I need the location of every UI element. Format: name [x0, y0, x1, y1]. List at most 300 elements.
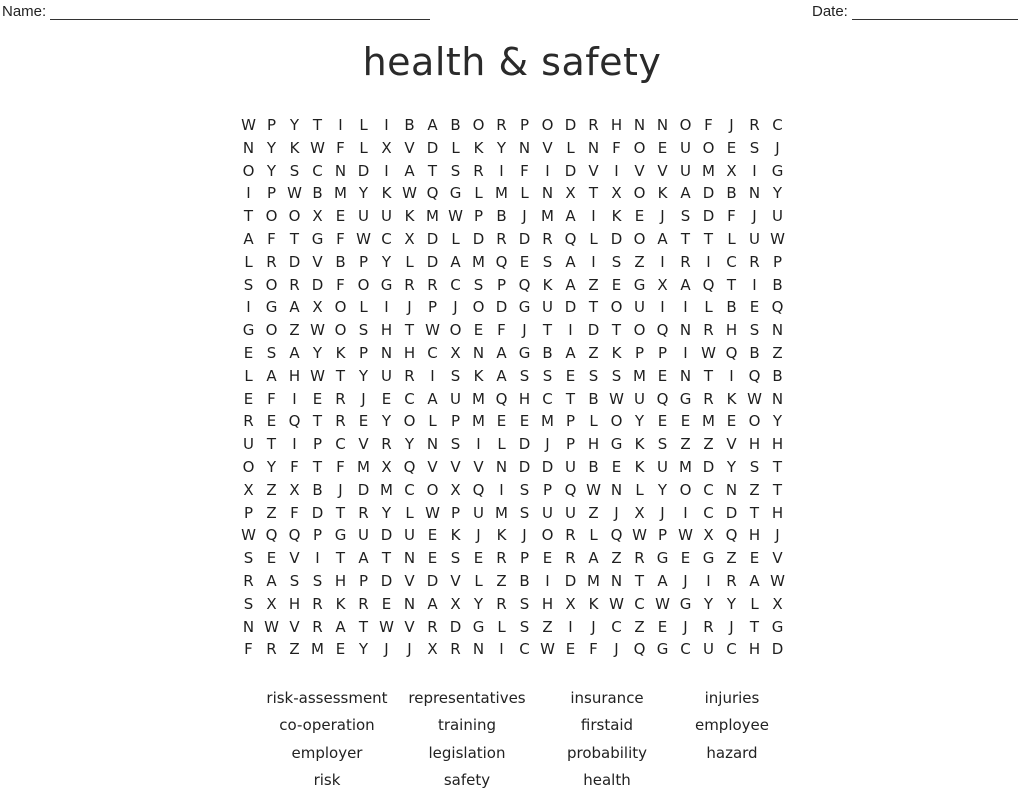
- grid-cell: C: [335, 435, 346, 454]
- grid-cell: T: [772, 457, 783, 476]
- grid-cell: R: [358, 503, 369, 522]
- grid-cell: K: [473, 138, 484, 157]
- grid-cell: A: [657, 571, 668, 590]
- grid-cell: D: [380, 571, 393, 590]
- grid-cell: K: [289, 138, 300, 157]
- grid-cell: F: [290, 503, 299, 522]
- grid-cell: K: [381, 184, 392, 203]
- grid-cell: D: [702, 207, 715, 226]
- grid-cell: D: [564, 161, 577, 180]
- grid-cell: U: [565, 503, 576, 522]
- grid-cell: E: [381, 389, 392, 408]
- grid-cell: H: [587, 435, 600, 454]
- grid-cell: E: [381, 594, 392, 613]
- grid-cell: I: [568, 321, 573, 340]
- grid-cell: B: [726, 298, 737, 317]
- grid-cell: V: [427, 457, 438, 476]
- grid-cell: P: [266, 184, 277, 203]
- grid-cell: R: [358, 594, 369, 613]
- grid-cell: S: [266, 343, 277, 362]
- grid-cell: M: [702, 412, 715, 431]
- grid-cell: Q: [495, 389, 508, 408]
- grid-cell: G: [265, 298, 278, 317]
- grid-cell: O: [242, 457, 255, 476]
- grid-cell: Q: [748, 366, 761, 385]
- grid-cell: N: [403, 594, 416, 613]
- grid-cell: H: [334, 571, 347, 590]
- grid-cell: N: [633, 116, 646, 134]
- grid-cell: G: [242, 321, 255, 340]
- grid-cell: K: [496, 526, 507, 545]
- grid-cell: V: [450, 571, 461, 590]
- grid-cell: H: [748, 640, 761, 659]
- grid-cell: E: [611, 457, 622, 476]
- grid-cell: A: [565, 207, 576, 226]
- grid-cell: U: [680, 138, 691, 157]
- grid-cell: I: [614, 161, 619, 180]
- grid-cell: S: [542, 252, 553, 271]
- grid-cell: W: [747, 389, 762, 408]
- grid-cell: G: [702, 549, 715, 568]
- grid-cell: D: [518, 457, 531, 476]
- grid-cell: C: [542, 389, 553, 408]
- grid-cell: D: [426, 571, 439, 590]
- grid-cell: O: [472, 116, 485, 134]
- grid-cell: U: [703, 640, 714, 659]
- grid-cell: C: [404, 480, 415, 499]
- grid-cell: K: [335, 343, 346, 362]
- grid-cell: K: [657, 184, 668, 203]
- grid-cell: E: [680, 549, 691, 568]
- grid-cell: J: [545, 435, 550, 454]
- grid-cell: O: [610, 412, 623, 431]
- grid-cell: I: [246, 298, 251, 317]
- grid-cell: X: [772, 594, 783, 613]
- grid-cell: M: [702, 161, 715, 180]
- grid-cell: Q: [771, 298, 784, 317]
- grid-cell: A: [680, 275, 691, 294]
- word-list-item: representatives: [408, 689, 526, 707]
- date-blank-line[interactable]: [852, 3, 1018, 20]
- grid-cell: T: [680, 229, 691, 248]
- grid-cell: P: [565, 435, 576, 454]
- grid-cell: M: [541, 412, 554, 431]
- grid-cell: F: [727, 207, 736, 226]
- grid-cell: R: [680, 252, 691, 271]
- grid-cell: A: [657, 229, 668, 248]
- grid-cell: W: [448, 207, 463, 226]
- grid-cell: E: [473, 321, 484, 340]
- grid-cell: C: [726, 252, 737, 271]
- grid-cell: I: [338, 116, 343, 134]
- grid-cell: X: [289, 480, 300, 499]
- grid-cell: A: [565, 343, 576, 362]
- grid-cell: J: [614, 503, 619, 522]
- grid-cell: P: [657, 526, 668, 545]
- grid-cell: L: [750, 594, 759, 613]
- grid-cell: C: [381, 229, 392, 248]
- grid-cell: J: [729, 617, 734, 636]
- grid-cell: E: [634, 207, 645, 226]
- grid-cell: S: [657, 435, 668, 454]
- grid-cell: Y: [496, 138, 507, 157]
- grid-cell: U: [450, 389, 461, 408]
- grid-cell: L: [474, 571, 483, 590]
- grid-cell: K: [473, 366, 484, 385]
- grid-cell: N: [242, 138, 255, 157]
- grid-cell: B: [542, 343, 553, 362]
- grid-cell: S: [542, 366, 553, 385]
- grid-cell: T: [289, 229, 300, 248]
- grid-cell: R: [243, 571, 254, 590]
- grid-cell: X: [565, 184, 576, 203]
- grid-cell: U: [657, 457, 668, 476]
- grid-cell: W: [678, 526, 693, 545]
- grid-cell: N: [771, 389, 784, 408]
- grid-cell: I: [683, 503, 688, 522]
- grid-cell: Y: [358, 184, 369, 203]
- grid-cell: H: [748, 526, 761, 545]
- grid-cell: R: [496, 594, 507, 613]
- grid-cell: W: [356, 229, 371, 248]
- grid-cell: P: [772, 252, 783, 271]
- grid-cell: I: [430, 366, 435, 385]
- grid-cell: A: [450, 252, 461, 271]
- grid-cell: S: [243, 275, 254, 294]
- grid-cell: D: [771, 640, 784, 659]
- grid-cell: D: [472, 229, 485, 248]
- grid-cell: A: [266, 571, 277, 590]
- grid-cell: G: [334, 526, 347, 545]
- grid-cell: N: [518, 138, 531, 157]
- grid-cell: I: [752, 161, 757, 180]
- grid-cell: F: [336, 138, 345, 157]
- grid-cell: G: [518, 298, 531, 317]
- grid-cell: M: [541, 207, 554, 226]
- word-list-item: safety: [443, 770, 491, 789]
- grid-cell: Y: [657, 480, 668, 499]
- grid-cell: B: [772, 366, 783, 385]
- grid-cell: N: [771, 321, 784, 340]
- grid-cell: Y: [266, 161, 277, 180]
- grid-cell: I: [315, 549, 320, 568]
- grid-cell: E: [657, 412, 668, 431]
- grid-cell: Q: [702, 275, 715, 294]
- grid-cell: D: [426, 138, 439, 157]
- grid-cell: U: [358, 207, 369, 226]
- grid-cell: K: [542, 275, 553, 294]
- grid-cell: O: [334, 321, 347, 340]
- grid-cell: P: [450, 412, 461, 431]
- grid-cell: N: [610, 571, 623, 590]
- grid-cell: B: [335, 252, 346, 271]
- grid-cell: N: [495, 457, 508, 476]
- grid-cell: G: [771, 617, 784, 636]
- grid-cell: D: [357, 480, 370, 499]
- word-list-item: employee: [694, 716, 770, 735]
- grid-cell: G: [518, 343, 531, 362]
- grid-cell: P: [657, 343, 668, 362]
- grid-cell: I: [384, 298, 389, 317]
- grid-cell: E: [542, 549, 553, 568]
- grid-cell: A: [335, 617, 346, 636]
- grid-cell: L: [497, 435, 506, 454]
- grid-cell: D: [564, 571, 577, 590]
- name-blank-line[interactable]: [50, 3, 430, 20]
- grid-cell: R: [335, 412, 346, 431]
- grid-cell: I: [683, 298, 688, 317]
- grid-cell: L: [359, 298, 368, 317]
- grid-cell: M: [311, 640, 324, 659]
- grid-cell: T: [381, 549, 392, 568]
- grid-cell: U: [634, 389, 645, 408]
- grid-cell: D: [564, 116, 577, 134]
- grid-cell: B: [588, 457, 599, 476]
- name-field: [2, 3, 430, 20]
- grid-cell: U: [680, 161, 691, 180]
- grid-cell: V: [289, 549, 300, 568]
- grid-cell: J: [522, 207, 527, 226]
- grid-cell: D: [288, 252, 301, 271]
- grid-cell: O: [679, 480, 692, 499]
- grid-cell: J: [591, 617, 596, 636]
- grid-cell: I: [591, 207, 596, 226]
- grid-cell: R: [703, 617, 714, 636]
- grid-cell: A: [289, 343, 300, 362]
- grid-cell: L: [451, 138, 460, 157]
- grid-cell: R: [312, 617, 323, 636]
- grid-cell: R: [427, 275, 438, 294]
- grid-cell: X: [243, 480, 254, 499]
- grid-cell: P: [542, 480, 553, 499]
- grid-cell: N: [380, 343, 393, 362]
- grid-cell: F: [336, 275, 345, 294]
- grid-cell: T: [703, 229, 714, 248]
- grid-cell: S: [519, 594, 530, 613]
- grid-cell: W: [701, 343, 716, 362]
- grid-cell: S: [588, 366, 599, 385]
- grid-cell: W: [425, 503, 440, 522]
- grid-cell: Z: [680, 435, 691, 454]
- grid-cell: A: [404, 161, 415, 180]
- grid-cell: P: [312, 435, 323, 454]
- grid-cell: E: [358, 412, 369, 431]
- word-list-item: risk-assessment: [266, 689, 388, 707]
- grid-cell: V: [312, 252, 323, 271]
- grid-cell: R: [565, 526, 576, 545]
- grid-cell: J: [660, 207, 665, 226]
- grid-cell: H: [518, 389, 531, 408]
- grid-cell: X: [381, 457, 392, 476]
- grid-cell: M: [587, 571, 600, 590]
- grid-cell: A: [266, 366, 277, 385]
- grid-cell: X: [381, 138, 392, 157]
- grid-cell: S: [450, 435, 461, 454]
- grid-cell: Z: [726, 549, 737, 568]
- grid-cell: U: [542, 503, 553, 522]
- grid-cell: A: [358, 549, 369, 568]
- grid-cell: D: [702, 457, 715, 476]
- grid-cell: L: [359, 138, 368, 157]
- grid-cell: X: [450, 480, 461, 499]
- grid-cell: W: [609, 389, 624, 408]
- grid-cell: F: [244, 640, 253, 659]
- grid-cell: T: [266, 435, 277, 454]
- grid-cell: I: [706, 252, 711, 271]
- grid-cell: C: [450, 275, 461, 294]
- grid-cell: R: [703, 321, 714, 340]
- grid-cell: T: [312, 116, 323, 134]
- grid-cell: K: [634, 457, 645, 476]
- grid-cell: O: [679, 116, 692, 134]
- letter-grid: [237, 114, 789, 661]
- grid-cell: R: [266, 252, 277, 271]
- grid-cell: H: [288, 366, 301, 385]
- grid-cell: D: [357, 161, 370, 180]
- grid-cell: E: [657, 617, 668, 636]
- grid-cell: F: [497, 321, 506, 340]
- grid-cell: W: [379, 617, 394, 636]
- grid-cell: Q: [725, 343, 738, 362]
- grid-cell: T: [588, 298, 599, 317]
- grid-cell: Y: [772, 412, 783, 431]
- grid-cell: G: [679, 389, 692, 408]
- grid-cell: D: [702, 184, 715, 203]
- grid-cell: J: [660, 503, 665, 522]
- grid-cell: A: [496, 366, 507, 385]
- grid-cell: Q: [288, 412, 301, 431]
- grid-cell: Y: [358, 366, 369, 385]
- grid-cell: P: [450, 503, 461, 522]
- grid-cell: B: [312, 184, 323, 203]
- grid-cell: D: [426, 252, 439, 271]
- grid-cell: I: [545, 571, 550, 590]
- grid-cell: J: [476, 526, 481, 545]
- grid-cell: M: [472, 252, 485, 271]
- grid-cell: O: [748, 412, 761, 431]
- grid-cell: U: [565, 457, 576, 476]
- grid-cell: O: [288, 207, 301, 226]
- grid-cell: V: [588, 161, 599, 180]
- grid-cell: I: [660, 298, 665, 317]
- grid-cell: E: [496, 412, 507, 431]
- grid-cell: D: [311, 503, 324, 522]
- grid-cell: J: [614, 640, 619, 659]
- grid-cell: W: [310, 321, 325, 340]
- grid-cell: R: [335, 389, 346, 408]
- grid-cell: H: [771, 435, 784, 454]
- grid-cell: U: [749, 229, 760, 248]
- grid-cell: T: [611, 321, 622, 340]
- grid-cell: Y: [726, 457, 737, 476]
- grid-cell: N: [587, 138, 600, 157]
- grid-cell: P: [519, 116, 530, 134]
- grid-cell: Y: [289, 116, 300, 134]
- grid-cell: V: [542, 138, 553, 157]
- grid-cell: S: [749, 138, 760, 157]
- grid-cell: V: [404, 617, 415, 636]
- grid-cell: B: [450, 116, 461, 134]
- grid-cell: O: [633, 138, 646, 157]
- puzzle-title: health & safety: [362, 40, 662, 84]
- word-list-item: firstaid: [580, 716, 634, 735]
- grid-cell: Z: [266, 480, 277, 499]
- grid-cell: O: [242, 161, 255, 180]
- grid-cell: P: [358, 252, 369, 271]
- grid-cell: Q: [426, 184, 439, 203]
- grid-cell: I: [568, 617, 573, 636]
- grid-cell: X: [726, 161, 737, 180]
- grid-cell: E: [519, 412, 530, 431]
- grid-cell: N: [656, 116, 669, 134]
- grid-cell: A: [427, 116, 438, 134]
- grid-cell: F: [336, 457, 345, 476]
- grid-cell: L: [405, 503, 414, 522]
- grid-cell: M: [380, 480, 393, 499]
- grid-cell: T: [427, 161, 438, 180]
- grid-cell: D: [587, 321, 600, 340]
- grid-cell: E: [243, 343, 254, 362]
- grid-cell: W: [770, 571, 785, 590]
- grid-cell: D: [725, 503, 738, 522]
- grid-cell: W: [770, 229, 785, 248]
- grid-cell: R: [588, 116, 599, 134]
- grid-cell: R: [542, 229, 553, 248]
- grid-cell: G: [449, 184, 462, 203]
- grid-cell: S: [680, 207, 691, 226]
- word-list-item: hazard: [706, 743, 758, 762]
- grid-cell: I: [246, 184, 251, 203]
- grid-cell: P: [312, 526, 323, 545]
- grid-cell: P: [496, 275, 507, 294]
- grid-cell: A: [496, 343, 507, 362]
- grid-cell: I: [499, 161, 504, 180]
- grid-cell: J: [752, 207, 757, 226]
- grid-cell: L: [566, 138, 575, 157]
- grid-cell: R: [243, 412, 254, 431]
- grid-cell: N: [541, 184, 554, 203]
- grid-cell: N: [242, 617, 255, 636]
- word-list-item: health: [583, 770, 631, 789]
- grid-cell: E: [427, 526, 438, 545]
- grid-cell: W: [241, 116, 256, 134]
- grid-cell: V: [450, 457, 461, 476]
- grid-cell: J: [775, 526, 780, 545]
- grid-cell: Y: [381, 252, 392, 271]
- grid-cell: Z: [588, 275, 599, 294]
- grid-cell: L: [704, 298, 713, 317]
- grid-cell: V: [358, 435, 369, 454]
- grid-cell: Z: [588, 503, 599, 522]
- grid-cell: F: [704, 116, 713, 134]
- grid-cell: U: [473, 503, 484, 522]
- grid-cell: L: [474, 184, 483, 203]
- grid-cell: G: [656, 549, 669, 568]
- grid-cell: J: [384, 640, 389, 659]
- grid-cell: P: [358, 343, 369, 362]
- grid-cell: M: [472, 389, 485, 408]
- grid-cell: W: [586, 480, 601, 499]
- grid-cell: J: [407, 298, 412, 317]
- grid-cell: S: [519, 503, 530, 522]
- grid-cell: C: [703, 503, 714, 522]
- grid-cell: L: [497, 617, 506, 636]
- grid-cell: M: [633, 366, 646, 385]
- grid-cell: O: [403, 412, 416, 431]
- grid-cell: Q: [403, 457, 416, 476]
- grid-cell: M: [495, 503, 508, 522]
- grid-cell: U: [243, 435, 254, 454]
